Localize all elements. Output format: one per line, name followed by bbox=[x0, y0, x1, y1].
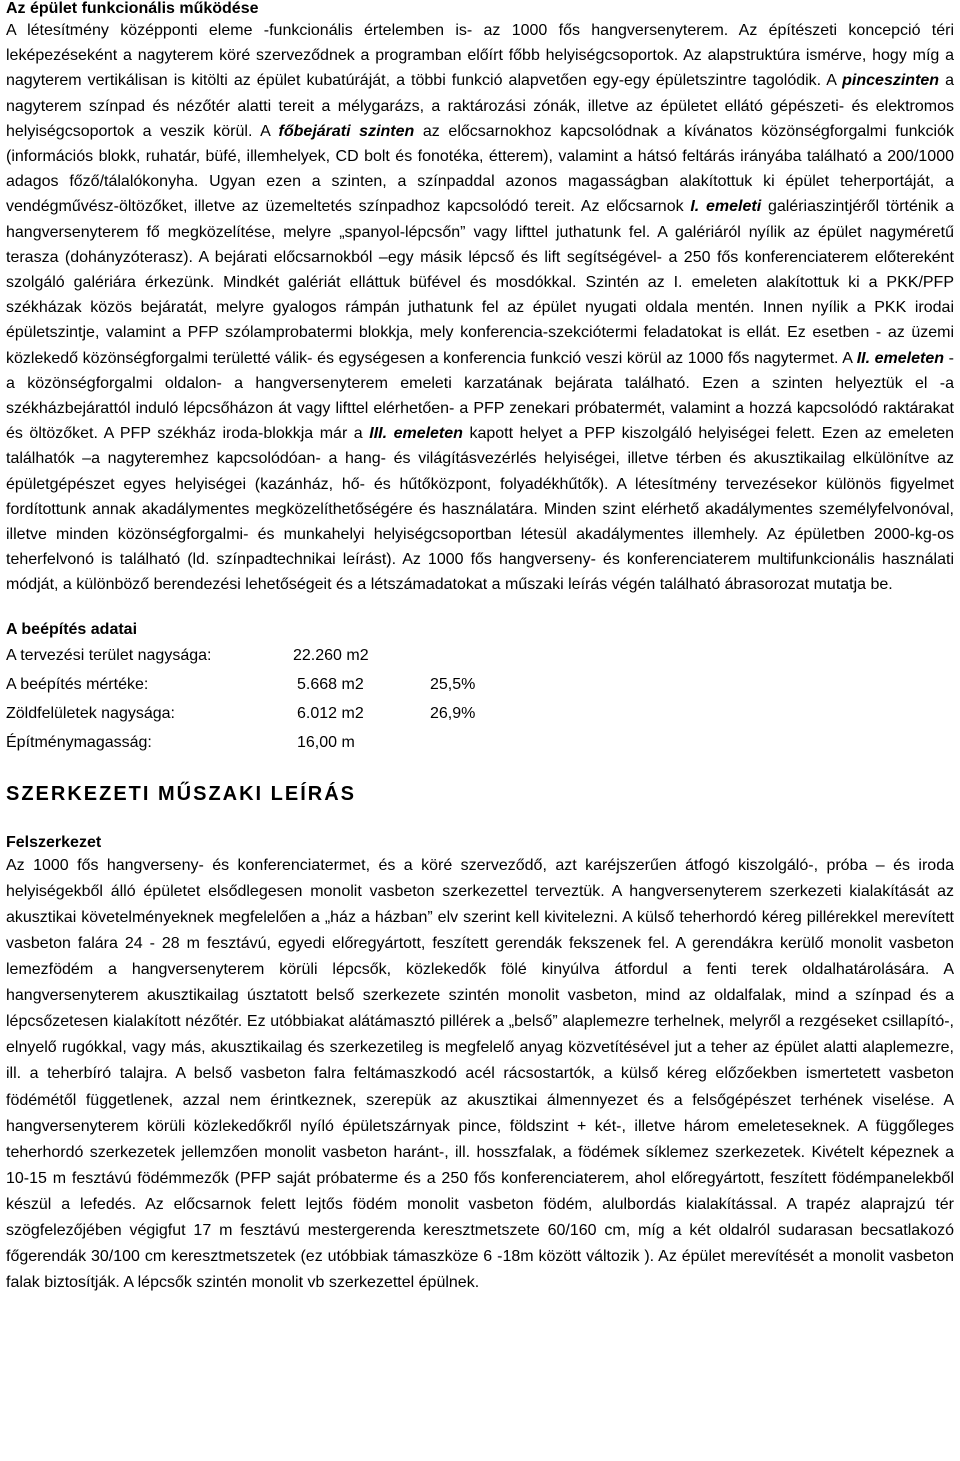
data-percent: 26,9% bbox=[430, 704, 476, 722]
data-percent: 25,5% bbox=[430, 675, 476, 693]
data-row-plot-area bbox=[6, 641, 954, 670]
data-value: 22.260 m2 bbox=[293, 646, 369, 664]
data-row-built-area bbox=[6, 670, 954, 699]
paragraph-text-run: -a közönségforgalmi oldalon- a hangversenyterem emeleti karzatának bejárata található. Ezen a szinten helyeztük el -a székházbejárattól induló lépcsőházon át vagy lifttel elérhetően- a PFP zenekari próbatermét, valamint a hozzá kapcsolódó raktárakat és öltözőket. A PFP székház iroda-blokkja már a bbox=[6, 349, 954, 443]
data-value: 5.668 m2 bbox=[297, 675, 364, 693]
data-label: Zöldfelületek nagysága: bbox=[6, 704, 175, 722]
paragraph-text-run: A létesítmény középponti eleme -funkcionális értelemben is- az 1000 fős hangversenyterem. Az építészeti koncepció téri leképezéseként a nagyterem köré szerveződnek a programban előírt főbb helyiségcsoportok. Az alapstruktúra ismérve, hogy míg a nagyterem vertikálisan is kitölti az épület kubatúráját, a többi funkció alapvetően egy-egy épületszintre tagolódik. A bbox=[6, 22, 954, 90]
paragraph-text-run: az előcsarnokhoz kapcsolódnak a kívánatos közönségforgalmi funkciók (információs blokk, ruhatár, büfé, illemhelyek, CD bolt és fonotéka, étterem), valamint a hátsó feltárás irányába található a 200/1000 adagos főző/tálalókonyha. Ugyan ezen a szinten, a színpaddal azonos magasságban alakítottuk ki épület teherportáját, a vendégművész-öltözőket, illetve az üzemeltetés színpadhoz kapcsolódó tereit. Az előcsarnok bbox=[6, 122, 954, 216]
data-label: A beépítés mértéke: bbox=[6, 675, 149, 693]
paragraph-text-run: a nagyterem színpad és nézőtér alatti tereit a mélygarázs, a raktározási zónák, illetve az épületet ellátó gépészeti- és elektromos helyiségcsoportok a veszik körül. A bbox=[6, 72, 955, 140]
functional-description-paragraph bbox=[6, 18, 954, 598]
emphasis-main-entrance-level: főbejárati szinten bbox=[278, 122, 415, 140]
emphasis-second-floor: II. emeleten bbox=[856, 349, 945, 367]
structural-description-heading: SZERKEZETI MŰSZAKI LEÍRÁS bbox=[6, 782, 357, 805]
paragraph-text-run: kapott helyet a PFP kiszolgáló helyiségei felett. Ezen az emeleten találhatók –a nagyteremhez kapcsolódóan- a hang- és világításvezérlés helyiségei, illetve térben és akusztikailag elkülönítve az épületgépészet egyes helyiségei (kazánház, hő- és hűtőközpont, folyadékhűtők). A létesítmény tervezésekor különös figyelmet fordítottunk annak akadálymentes megközelíthetőségére és használatára. Minden szint elérhető akadálymentes személyfelvonóval, illetve minden közönségforgalmi- és munkahelyi helyiségcsoportban létesül akadálymentes illemhely. Az épületben 2000-kg-os teherfelvonó is található (ld. színpadtechnikai leírást). Az 1000 fős hangverseny- és konferenciaterem multifunkcionális használati módját, a különböző berendezési lehetőségeit és a létszámadatokat a műszaki leírás végén található ábrasorozat mutatja be. bbox=[6, 425, 955, 594]
data-value: 6.012 m2 bbox=[297, 704, 364, 722]
data-label: Építménymagasság: bbox=[6, 733, 152, 751]
data-row-building-height bbox=[6, 728, 954, 757]
paragraph-text-run: galériaszintjéről történik a hangversenyterem fő megközelítése, melyre „spanyol-lépcsőn” vagy lifttel juthatunk fel. A galériáról nyílik az épület nagyméretű terasza (dohányzóterasz). A bejárati előcsarnokból –egy másik lépcső és lift segítségével- a 250 fős konferenciaterem előtereként szolgáló galériára érkezünk. Mindkét galériát elláttuk büfével és mosdókkal. Szintén az I. emeleten alakítottuk ki a PKK/PFP székházak közös bejáratát, melyre gyalogos rámpán juthatunk fel az épület nyugati oldala mentén. Innen nyílik a PKK irodai épületszintje, valamint a PFP szólamprobatermi blokkja, mely konferencia-szekciótermi feladatokat is ellát. Ez esetben - az üzemi közlekedő közönségforgalmi területté válik- és egységesen a konferencia funkció veszi körül az 1000 fős nagytermet. A bbox=[6, 198, 955, 367]
section-title-building-data: A beépítés adatai bbox=[6, 620, 138, 638]
data-row-green-area bbox=[6, 699, 954, 728]
emphasis-third-floor: III. emeleten bbox=[369, 425, 463, 443]
superstructure-subtitle: Felszerkezet bbox=[6, 833, 102, 851]
data-label: A tervezési terület nagysága: bbox=[6, 646, 212, 664]
emphasis-basement-level: pinceszinten bbox=[842, 72, 940, 90]
emphasis-first-floor: I. emeleti bbox=[690, 198, 762, 216]
data-value: 16,00 m bbox=[297, 733, 355, 751]
superstructure-paragraph: Az 1000 fős hangverseny- és konferenciatermet, és a köré szerveződő, azt karéjszerűen átfogó kiszolgáló-, próba – és iroda helyiségekből álló épületet elsődlegesen monolit vasbeton szerkezettel terveztük. A hangversenyterem szerkezeti kialakítását az akusztikai követelményeknek megfelelően a „ház a házban” elv szerint kell kivitelezni. A külső teherhordó kéreg pillérekkel merevített vasbeton falára 24 - 28 m fesztávú, egyedi előregyártott, feszített gerendák fekszenek fel. A gerendákra kerülő monolit vasbeton lemezfödém a hangversenyterem körüli lépcsők, közlekedők fölé kinyúlva átfordul a fenti terek oldalhatárolására. A hangversenyterem akusztikailag úsztatott belső szerkezete szintén monolit vasbeton, mind az oldalfalak, mind a színpad és a lépcsőzetesen kialakított nézőtér. Ez utóbbiakat alátámasztó pillérek a „belső” alaplemezre terhelnek, melyről a rezgéseket csillapító-, elnyelő rugókkal, vagy más, akusztikailag és szerkezetileg is megfelelő anyag közvetítésével jut a teher az épület alatti alaplemezre, ill. a teherbíró talajra. A belső vasbeton falra feltámaszkodó acél rácsostartók, a külső kéreg előzőekben ismertetett vasbeton födémétől függetlenek, azzal nem érintkeznek, szerepük az akusztikai álmennyezet és a felsőgépészet terhének viselése. A hangversenyterem körüli közlekedőkről nyíló épületszárnyak pince, földszint + két-, illetve három emeleteseknek. A függőleges teherhordó szerkezetek jellemzően monolit vasbeton haránt-, ill. hosszfalak, a födémek síklemez szerkezetek. Kivételt képeznek a 10-15 m fesztávú födémmezők (PFP saját próbaterme és a 250 fős konferenciaterem, ahol előregyártott, feszített födémpanelekből készül a lefedés. Az előcsarnok felett lejtős födém monolit vasbeton födém, alulbordás kialakítással. A trapéz alaprajzú tér szögfelezőjében végigfut 17 m fesztávú mestergerenda keresztmetszete 60/160 cm, míg a két oldalról sudarasan becsatlakozó főgerendák 30/100 cm keresztmetszetek (ez utóbbiak támaszköze 6 -18m között változik ). Az épület merevítését a monolit vasbeton falak biztosítják. A lépcsők szintén monolit vb szerkezettel épülnek. bbox=[6, 856, 954, 1292]
section-title-functional: Az épület funkcionális működése bbox=[6, 0, 259, 17]
building-data-table bbox=[6, 641, 954, 757]
